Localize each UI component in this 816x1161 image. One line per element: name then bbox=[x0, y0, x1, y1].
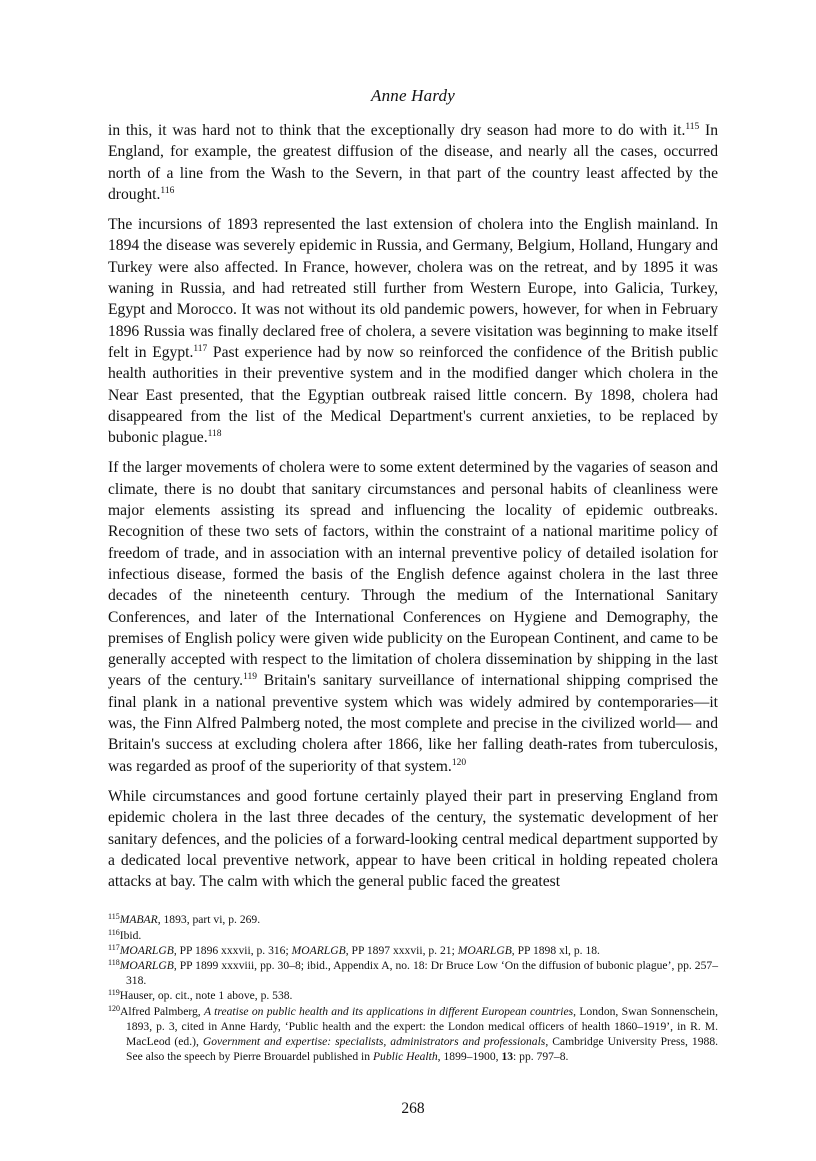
text-run: If the larger movements of cholera were to some extent determined by the vagaries of season and climate, there is no doubt that sanitary circumstances and personal habits of cleanliness were major elements assisting its spread and influencing the locality of epidemic outbreaks. Recognition of these two sets of factors, within the constraint of a national maritime policy of freedom of trade, and in association with an internal preventive policy of detailed isolation for infectious disease, formed the basis of the English defence against cholera in the last three decades of the nineteenth century. Through the medium of the International Sanitary Conferences, and later of the International Conferences on Hygiene and Demography, the premises of English policy were given wide publicity on the European Continent, and came to be generally accepted with respect to the limitation of cholera dissemination by shipping in the last years of the century. bbox=[108, 459, 718, 690]
footnote-ref: 118 bbox=[207, 429, 222, 440]
text-run: While circumstances and good fortune certainly played their part in preserving England from epidemic cholera in the last three decades of the century, the systematic development of her sanitary defences, and the policies of a forward-looking central medical department supported by a dedicated local preventive network, appear to have been critical in holding repeated cholera attacks at bay. The calm with which the general public faced the greatest bbox=[108, 787, 718, 891]
footnote-number: 119 bbox=[108, 988, 120, 998]
footnote-ref: 119 bbox=[243, 672, 257, 683]
text-run: Britain's sanitary surveillance of international shipping comprised the final plank in a national preventive system which was widely admired by contemporaries—it was, the Finn Alfred Palmberg noted, the most complete and precise in the civilized world— and Britain's success at excluding cholera after 1866, like her falling death-rates from tuberculosis, was regarded as proof of the superiority of that system. bbox=[108, 672, 719, 775]
italic-text: Public Health bbox=[372, 1050, 438, 1064]
text-run: Alfred Palmberg, bbox=[120, 1004, 204, 1018]
footnote-ref: 115 bbox=[685, 122, 700, 132]
text-run: , PP 1898 xl, p. 18. bbox=[511, 943, 600, 957]
footnote-ref: 120 bbox=[451, 757, 467, 768]
text-run: , PP 1897 xxxvii, p. 21; bbox=[345, 943, 458, 957]
text-run: , Cambridge University Press, 1988. See also the speech by Pierre Brouardel published in bbox=[126, 1035, 719, 1064]
footnote-ref: 116 bbox=[160, 185, 175, 196]
text-run: Hauser, op. cit., note 1 above, p. 538. bbox=[119, 989, 293, 1003]
text-run: , PP 1896 xxxvii, p. 316; bbox=[173, 943, 292, 957]
footnote-number: 115 bbox=[108, 912, 120, 922]
page-number: 268 bbox=[401, 1100, 425, 1117]
text-run: Past experience had by now so reinforced the confidence of the British public health authorities in their preventive system and in the modified danger which cholera in the Near East presented, that the Egyptian outbreak raised little concern. By 1898, cholera had disappeared from the list of the Medical Department's current anxieties, to be replaced by bubonic plague. bbox=[108, 343, 719, 447]
bold-text: 13 bbox=[501, 1050, 514, 1064]
text-run: , London, Swan Sonnenschein, 1893, p. 3, cited in Anne Hardy, ‘Public health and the expert: the London medical officers of health 1860–1919’, in R. M. MacLeod (ed.), bbox=[126, 1004, 718, 1049]
italic-text: A treatise on public health and its applications in different European countries bbox=[204, 1004, 574, 1018]
text-run: , 1893, part vi, p. 269. bbox=[157, 913, 261, 927]
running-head: Anne Hardy bbox=[371, 86, 455, 105]
italic-text: MOARLGB bbox=[291, 943, 346, 957]
text-run: , 1899–1900, bbox=[437, 1050, 502, 1064]
footnote-number: 116 bbox=[108, 927, 120, 937]
footnote-number: 118 bbox=[108, 958, 120, 967]
footnote-ref: 117 bbox=[193, 343, 208, 354]
text-run: in this, it was hard not to think that the exceptionally dry season had more to do with it. bbox=[108, 122, 686, 139]
italic-text: Government and expertise: specialists, administrators and professionals bbox=[202, 1035, 546, 1049]
italic-text: MOARLGB bbox=[119, 943, 174, 957]
footnote-number: 120 bbox=[108, 1003, 120, 1013]
italic-text: MOARLGB bbox=[119, 959, 174, 972]
text-run: , PP 1899 xxxviii, pp. 30–8; ibid., Appendix A, no. 18: Dr Bruce Low ‘On the diffusion of bubonic plague’, pp. 257–318. bbox=[126, 959, 718, 988]
text-run: In England, for example, the greatest diffusion of the disease, and nearly all the cases, occurred north of a line from the Wash to the Severn, in that part of the country least affected by the drought. bbox=[108, 122, 718, 203]
text-run: The incursions of 1893 represented the last extension of cholera into the English mainland. In 1894 the disease was severely epidemic in Russia, and Germany, Belgium, Holland, Hungary and Turkey were also affected. In France, however, cholera was on the retreat, and by 1895 it was waning in Russia, and had retreated still further from Western Europe, into Galicia, Turkey, Egypt and Morocco. It was not without its old pandemic powers, however, for when in February 1896 Russia was finally declared free of cholera, a severe visitation was beginning to make itself felt in Egypt. bbox=[108, 216, 718, 361]
text-run: : pp. 797–8. bbox=[513, 1050, 569, 1064]
footnote-number: 117 bbox=[108, 942, 120, 952]
italic-text: MABAR bbox=[119, 913, 158, 927]
text-run: Ibid. bbox=[119, 928, 142, 942]
italic-text: MOARLGB bbox=[457, 943, 512, 957]
